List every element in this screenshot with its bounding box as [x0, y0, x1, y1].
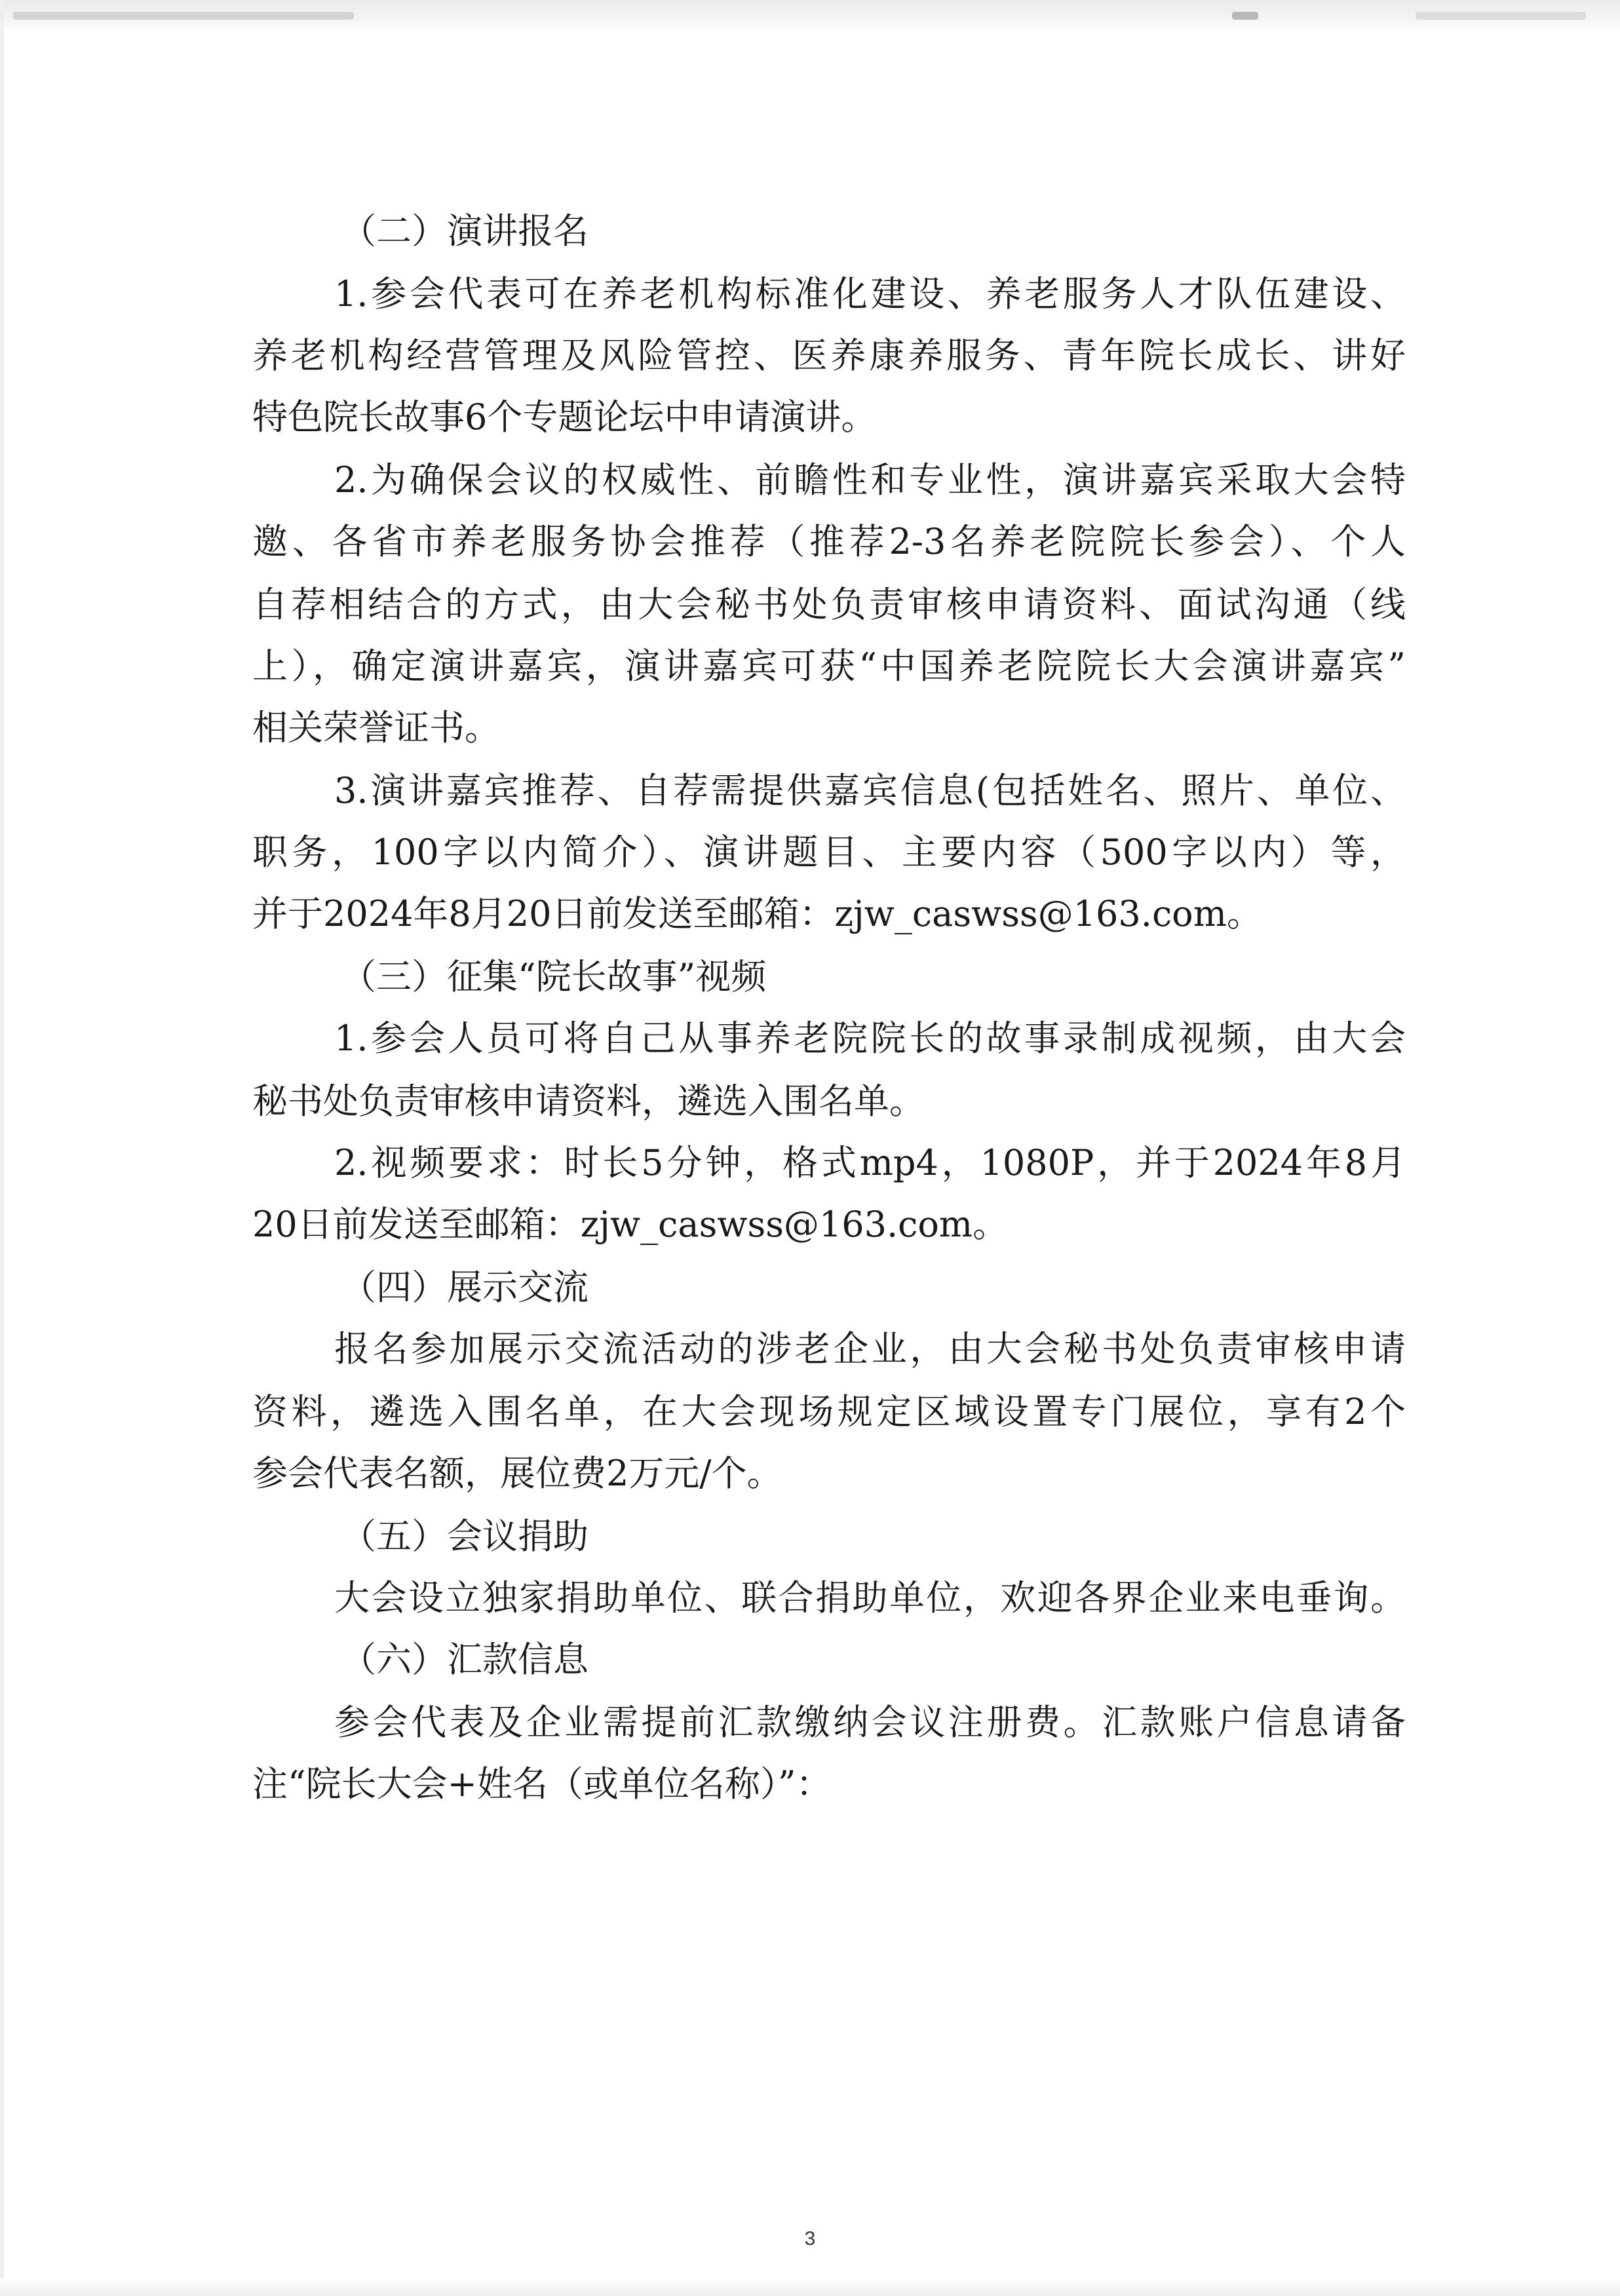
section-heading: （四）展示交流	[341, 1267, 588, 1308]
paragraph-line: 相关荣誉证书。	[252, 707, 500, 748]
paragraph-line: 自荐相结合的方式，由大会秘书处负责审核申请资料、面试沟通（线	[252, 584, 1406, 625]
paragraph-line: 2.为确保会议的权威性、前瞻性和专业性，演讲嘉宾采取大会特	[334, 459, 1406, 501]
scan-smudge	[13, 12, 354, 20]
paragraph-line: 参会代表及企业需提前汇款缴纳会议注册费。汇款账户信息请备	[334, 1702, 1406, 1743]
paragraph-line: 注“院长大会+姓名（或单位名称）”：	[252, 1763, 832, 1805]
paragraph-line: 参会代表名额，展位费2万元/个。	[252, 1453, 782, 1494]
section-heading: （六）汇款信息	[341, 1639, 588, 1680]
scan-edge-bottom	[0, 2279, 1620, 2296]
paragraph-line: 20日前发送至邮箱：zjw_caswss@163.com。	[252, 1204, 1009, 1245]
paragraph-line: 养老机构经营管理及风险管控、医养康养服务、青年院长成长、讲好	[252, 335, 1406, 376]
scan-smudge	[1416, 12, 1586, 20]
paragraph-line: 1.参会代表可在养老机构标准化建设、养老服务人才队伍建设、	[334, 273, 1406, 315]
paragraph-line: 并于2024年8月20日前发送至邮箱：zjw_caswss@163.com。	[252, 893, 1262, 934]
scan-smudge	[1232, 12, 1258, 20]
paragraph-line: 邀、各省市养老服务协会推荐（推荐2-3名养老院院长参会）、个人	[252, 521, 1406, 562]
paragraph-line: 大会设立独家捐助单位、联合捐助单位，欢迎各界企业来电垂询。	[334, 1577, 1406, 1618]
page-number: 3	[804, 2228, 816, 2249]
section-heading: （三）征集“院长故事”视频	[341, 956, 767, 997]
paragraph-line: 特色院长故事6个专题论坛中申请演讲。	[252, 396, 877, 438]
scan-edge-top	[0, 0, 1620, 33]
paragraph-line: 1.参会人员可将自己从事养老院院长的故事录制成视频，由大会	[334, 1018, 1406, 1059]
paragraph-line: 职务，100字以内简介）、演讲题目、主要内容（500字以内）等，	[252, 832, 1406, 873]
paragraph-line: 资料，遴选入围名单，在大会现场规定区域设置专门展位，享有2个	[252, 1391, 1406, 1432]
paragraph-line: 报名参加展示交流活动的涉老企业，由大会秘书处负责审核申请	[334, 1328, 1406, 1369]
paragraph-line: 2.视频要求：时长5分钟，格式mp4，1080P，并于2024年8月	[334, 1142, 1406, 1183]
paragraph-line: 3.演讲嘉宾推荐、自荐需提供嘉宾信息(包括姓名、照片、单位、	[334, 770, 1406, 811]
section-heading: （二）演讲报名	[341, 210, 588, 252]
paragraph-line: 上），确定演讲嘉宾，演讲嘉宾可获“中国养老院院长大会演讲嘉宾”	[252, 645, 1406, 687]
paragraph-line: 秘书处负责审核申请资料，遴选入围名单。	[252, 1081, 925, 1122]
scan-edge-left	[0, 0, 4, 2296]
section-heading: （五）会议捐助	[341, 1516, 588, 1557]
